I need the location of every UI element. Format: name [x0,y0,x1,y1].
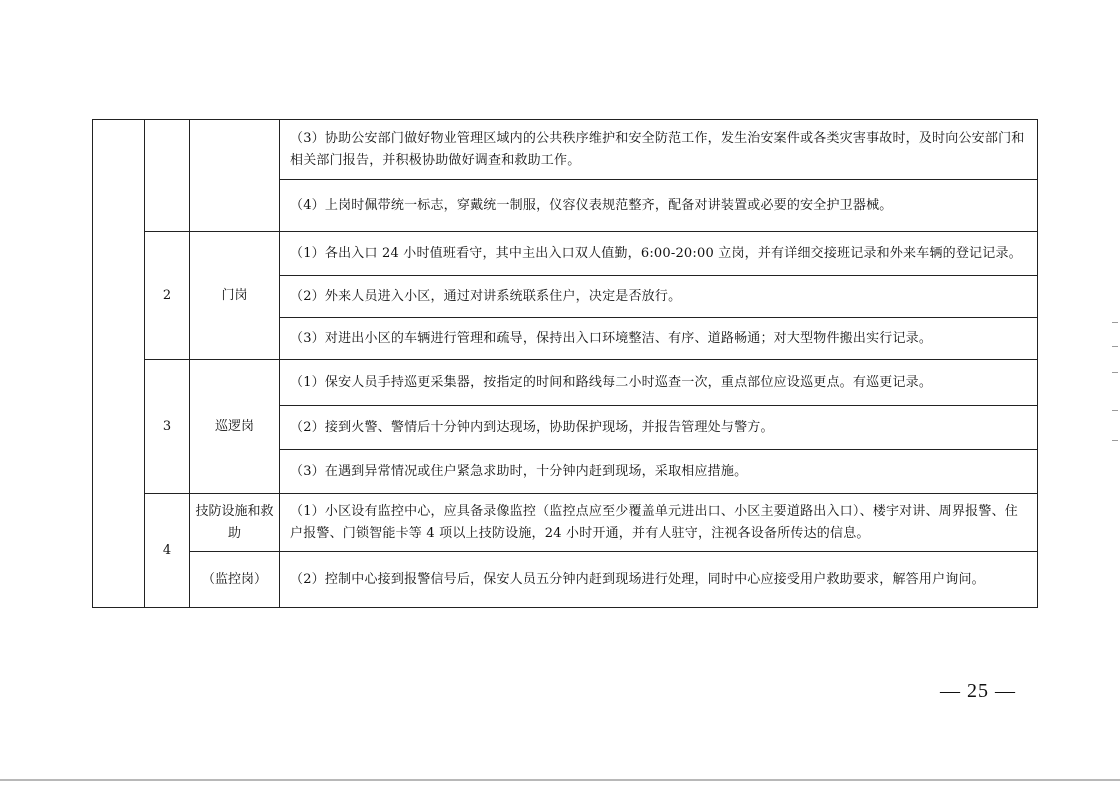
post-cell: 门岗 [190,232,280,360]
duty-text-cell: （2）外来人员进入小区，通过对讲系统联系住户，决定是否放行。 [280,276,1038,318]
duty-text-cell: （3）协助公安部门做好物业管理区域内的公共秩序维护和安全防范工作，发生治安案件或各类灾害事故时，及时向公安部门和相关部门报告，并积极协助做好调查和救助工作。 [280,120,1038,180]
number-cell: 3 [145,360,190,494]
scan-artifact [1112,346,1118,347]
post-cell: 技防设施和救助 [190,494,280,552]
page-number: — 25 — [940,680,1016,702]
table-row [93,232,1038,276]
post-cell: 巡逻岗 [190,360,280,494]
table-row [93,494,1038,552]
scan-edge-line [0,779,1120,781]
scan-artifact [1112,372,1118,373]
scan-artifact [1112,440,1118,441]
duty-text-cell: （2）接到火警、警情后十分钟内到达现场，协助保护现场，并报告管理处与警方。 [280,406,1038,450]
scan-artifact [1112,410,1118,411]
duty-text-cell: （1）保安人员手持巡更采集器，按指定的时间和路线每二小时巡查一次，重点部位应设巡更点。有巡更记录。 [280,360,1038,406]
post-cell: （监控岗） [190,552,280,608]
table-row [93,360,1038,406]
duty-text-cell: （4）上岗时佩带统一标志，穿戴统一制服，仪容仪表规范整齐，配备对讲装置或必要的安全护卫器械。 [280,180,1038,232]
number-cell: 4 [145,494,190,608]
duty-text-cell: （2）控制中心接到报警信号后，保安人员五分钟内赶到现场进行处理，同时中心应接受用户救助要求，解答用户询问。 [280,552,1038,608]
post-cell [190,120,280,232]
category-cell [93,120,145,608]
duty-text-cell: （1）各出入口 24 小时值班看守，其中主出入口双人值勤，6:00-20:00 立岗，并有详细交接班记录和外来车辆的登记记录。 [280,232,1038,276]
duty-text-cell: （1）小区设有监控中心，应具备录像监控（监控点应至少覆盖单元进出口、小区主要道路出入口）、楼宇对讲、周界报警、住户报警、门锁智能卡等 4 项以上技防设施，24 小时开通，并有人驻守，注视各设备所传达的信息。 [280,494,1038,552]
table-row [93,120,1038,180]
table-row [93,552,1038,608]
duty-text-cell: （3）在遇到异常情况或住户紧急求助时，十分钟内赶到现场，采取相应措施。 [280,450,1038,494]
scan-artifact [1112,322,1118,323]
number-cell: 2 [145,232,190,360]
number-cell [145,120,190,232]
security-duty-table [92,119,1038,608]
duty-text-cell: （3）对进出小区的车辆进行管理和疏导，保持出入口环境整洁、有序、道路畅通；对大型物件搬出实行记录。 [280,318,1038,360]
